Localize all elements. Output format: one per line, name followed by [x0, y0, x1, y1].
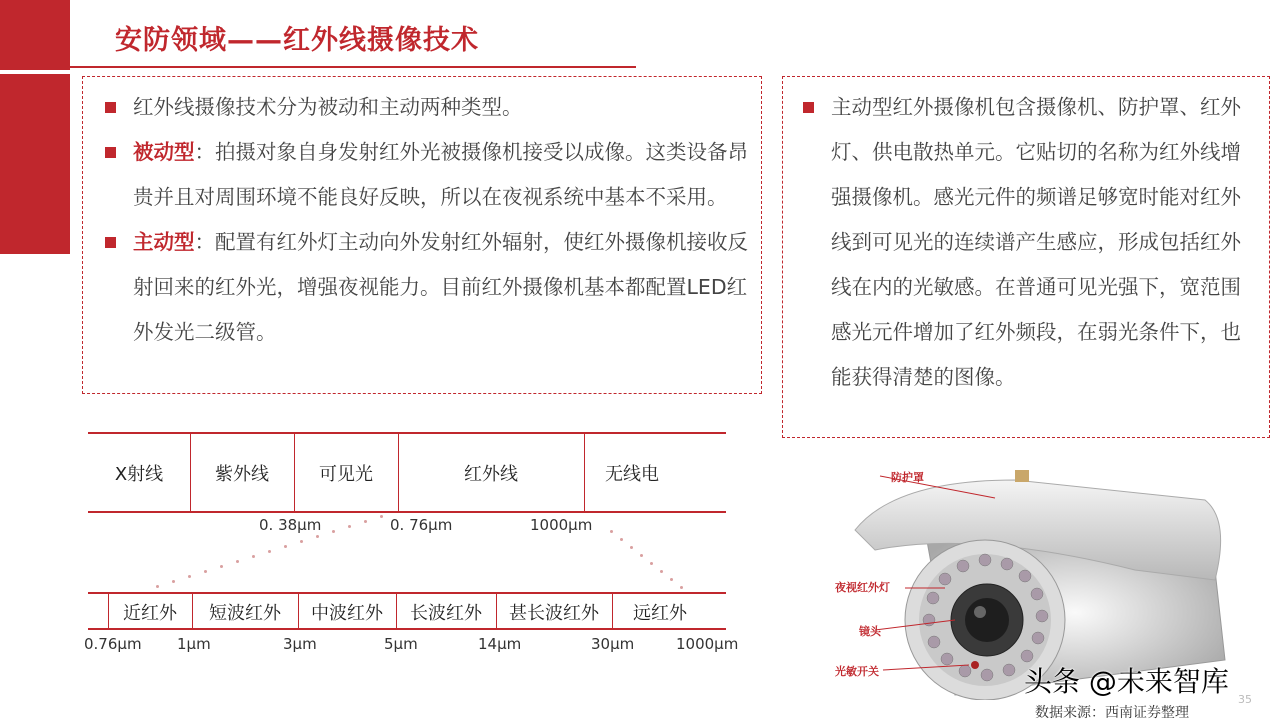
bullet-item	[93, 130, 751, 220]
bullet-text: ：拍摄对象自身发射红外光被摄像机接受以成像。这类设备昂贵并且对周围环境不能良好反映，所以在夜视系统中基本不采用。	[133, 140, 748, 209]
wavelength-tick: 0. 38μm	[259, 516, 322, 534]
ir-wavelength-tick: 3μm	[283, 635, 317, 653]
ir-wavelength-tick: 5μm	[384, 635, 418, 653]
ir-band-label: 短波红外	[209, 603, 281, 624]
ir-band-label: 近红外	[123, 603, 177, 624]
band-label: 无线电	[605, 464, 659, 485]
wavelength-tick: 0. 76μm	[390, 516, 453, 534]
square-bullet-icon	[105, 147, 116, 158]
square-bullet-icon	[105, 237, 116, 248]
camera-label: 镜头	[859, 625, 881, 638]
ir-wavelength-tick: 1μm	[177, 635, 211, 653]
ir-band-label: 甚长波红外	[509, 603, 599, 624]
spectrum-bottom-line	[88, 511, 726, 513]
ir-wavelength-tick: 1000μm	[676, 635, 739, 653]
bullet-item	[93, 85, 751, 130]
wavelength-tick: 1000μm	[530, 516, 593, 534]
bullet-item	[791, 85, 1261, 400]
page-title: 安防领域——红外线摄像技术	[115, 25, 479, 56]
data-source: 数据来源：西南证券整理	[1035, 705, 1189, 721]
ir-wavelength-tick: 14μm	[478, 635, 522, 653]
ir-top-line	[88, 592, 726, 594]
square-bullet-icon	[105, 102, 116, 113]
camera-label: 防护罩	[891, 471, 924, 484]
sidebar-accent-top	[0, 0, 70, 70]
square-bullet-icon	[803, 102, 814, 113]
ir-band-label: 远红外	[633, 603, 687, 624]
title-underline	[0, 66, 636, 68]
bullet-item	[93, 220, 751, 355]
bullet-text: 红外线摄像技术分为被动和主动两种类型。	[133, 95, 523, 119]
band-label: 红外线	[464, 464, 518, 485]
sidebar-accent-bottom	[0, 74, 70, 254]
ir-wavelength-tick: 30μm	[591, 635, 635, 653]
page-number: 35	[1238, 693, 1252, 706]
bullet-keyword: 主动型	[133, 230, 195, 254]
ir-wavelength-tick: 0.76μm	[84, 635, 142, 653]
band-label: X射线	[114, 464, 164, 485]
bullet-keyword: 被动型	[133, 140, 195, 164]
band-label: 可见光	[319, 464, 373, 485]
bullet-text: 主动型红外摄像机包含摄像机、防护罩、红外灯、供电散热单元。它贴切的名称为红外线增强摄像机。感光元件的频谱足够宽时能对红外线到可见光的连续谱产生感应，形成包括红外线在内的光敏感。在普通可见光强下，宽范围感光元件增加了红外频段，在弱光条件下，也能获得清楚的图像。	[831, 95, 1241, 389]
left-text-box	[82, 76, 762, 394]
bullet-text: ：配置有红外灯主动向外发射红外辐射，使红外摄像机接收反射回来的红外光，增强夜视能力。目前红外摄像机基本都配置LED红外发光二级管。	[133, 230, 748, 344]
ir-band-label: 长波红外	[410, 603, 482, 624]
ir-band-label: 中波红外	[311, 603, 383, 624]
camera-label: 光敏开关	[835, 665, 879, 678]
spectrum-top-line	[88, 432, 726, 434]
watermark: 头条 @未来智库	[1024, 665, 1229, 698]
right-text-box	[782, 76, 1270, 438]
band-label: 紫外线	[215, 464, 269, 485]
camera-label: 夜视红外灯	[835, 581, 890, 594]
ir-bottom-line	[88, 628, 726, 630]
